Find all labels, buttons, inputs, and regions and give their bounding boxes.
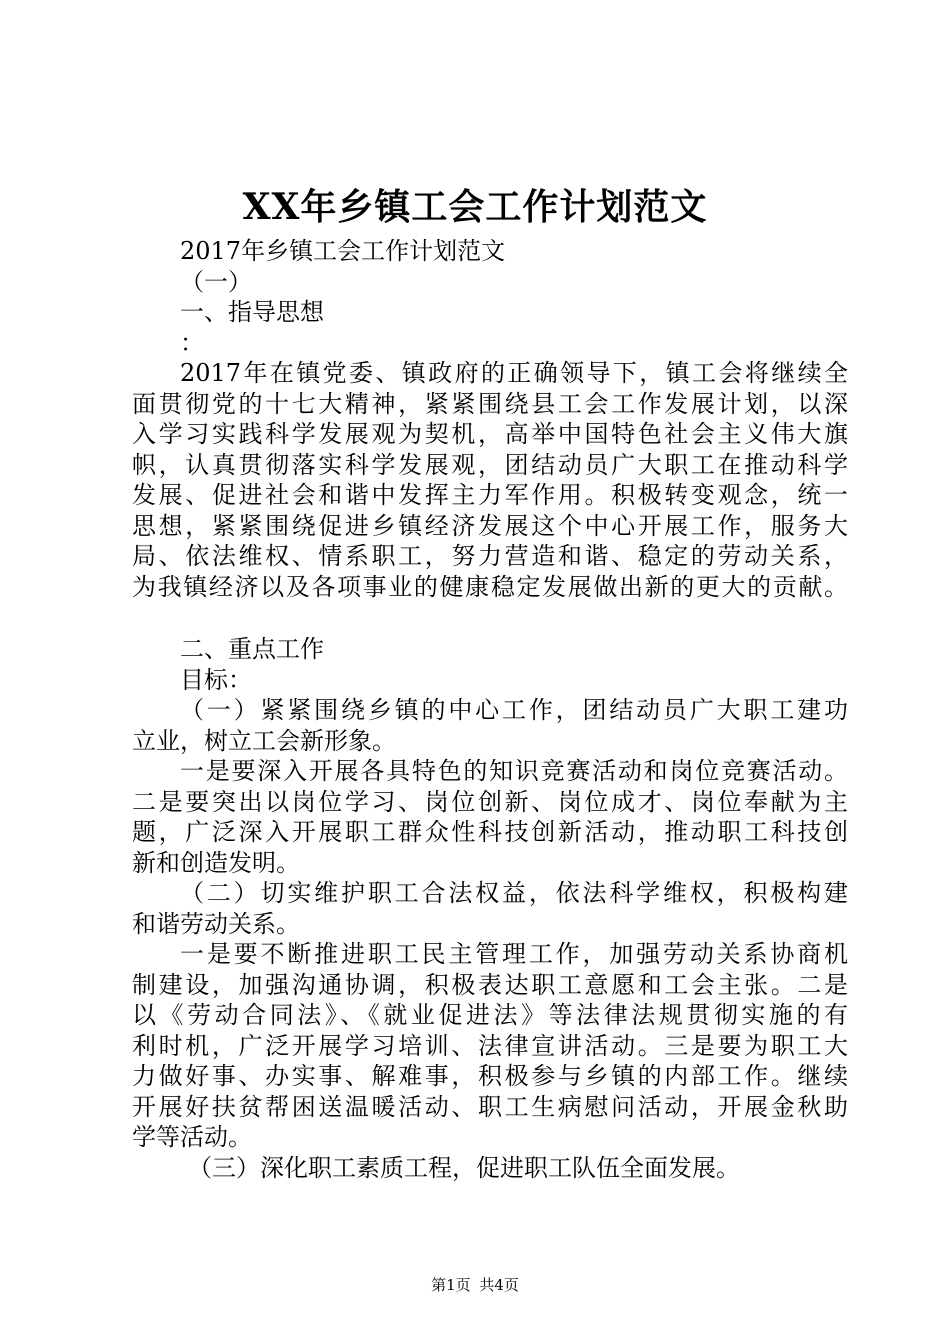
paragraph-line: 思想，紧紧围绕促进乡镇经济发展这个中心开展工作，服务大	[132, 511, 848, 540]
page-footer: 第1页 共4页	[431, 1276, 519, 1294]
section-heading-key-work: 二、重点工作	[180, 635, 324, 663]
paragraph-line: 力做好事、办实事、解难事，积极参与乡镇的内部工作。继续	[132, 1062, 848, 1090]
paragraph-line: 局、依法维权、情系职工，努力营造和谐、稳定的劳动关系，	[132, 542, 848, 570]
paragraph-line: 题，广泛深入开展职工群众性科技创新活动，推动职工科技创	[132, 818, 848, 846]
document-title: XX年乡镇工会工作计划范文	[242, 186, 708, 228]
paragraph-line: 开展好扶贫帮困送温暖活动、职工生病慰问活动，开展金秋助	[132, 1092, 848, 1121]
paragraph-line: 2017年在镇党委、镇政府的正确领导下，镇工会将继续全	[180, 359, 848, 387]
goal-label: 目标：	[180, 665, 252, 694]
paragraph-line: 入学习实践科学发展观为契机，高举中国特色社会主义伟大旗	[132, 420, 848, 448]
paragraph-line: 一是要深入开展各具特色的知识竞赛活动和岗位竞赛活动。	[180, 757, 848, 785]
paragraph-line: 面贯彻党的十七大精神，紧紧围绕县工会工作发展计划，以深	[132, 389, 848, 418]
paragraph-line: 为我镇经济以及各项事业的健康稳定发展做出新的更大的贡献。	[132, 572, 848, 601]
paragraph-line: （一）紧紧围绕乡镇的中心工作，团结动员广大职工建功	[180, 696, 848, 724]
paragraph-line: 以《劳动合同法》、《就业促进法》等法律法规贯彻实施的有	[132, 1001, 848, 1029]
paragraph-line: 一是要不断推进职工民主管理工作，加强劳动关系协商机	[180, 940, 848, 968]
paragraph-line: 学等活动。	[132, 1123, 252, 1151]
subtitle-line: 2017年乡镇工会工作计划范文	[180, 237, 506, 265]
paragraph-line: 制建设，加强沟通协调，积极表达职工意愿和工会主张。二是	[132, 970, 848, 999]
paragraph-line: 二是要突出以岗位学习、岗位创新、岗位成才、岗位奉献为主	[132, 787, 848, 816]
paragraph-line: （二）切实维护职工合法权益，依法科学维权，积极构建	[180, 879, 848, 907]
paragraph-line: 新和创造发明。	[132, 848, 300, 877]
paragraph-line: 帜，认真贯彻落实科学发展观，团结动员广大职工在推动科学	[132, 450, 848, 479]
paragraph-line: 利时机，广泛开展学习培训、法律宣讲活动。三是要为职工大	[132, 1031, 848, 1060]
paragraph-line: （三）深化职工素质工程，促进职工队伍全面发展。	[188, 1153, 740, 1182]
paragraph-gap	[132, 602, 848, 634]
paragraph-line: 立业，树立工会新形象。	[132, 726, 396, 755]
section-number: （一）	[180, 267, 252, 296]
paragraph-line: 发展、促进社会和谐中发挥主力军作用。积极转变观念，统一	[132, 481, 848, 509]
colon-line: ：	[180, 328, 204, 357]
section-heading-guiding-thought: 一、指导思想	[180, 298, 324, 326]
document-body	[132, 236, 848, 1183]
paragraph-line: 和谐劳动关系。	[132, 909, 300, 938]
